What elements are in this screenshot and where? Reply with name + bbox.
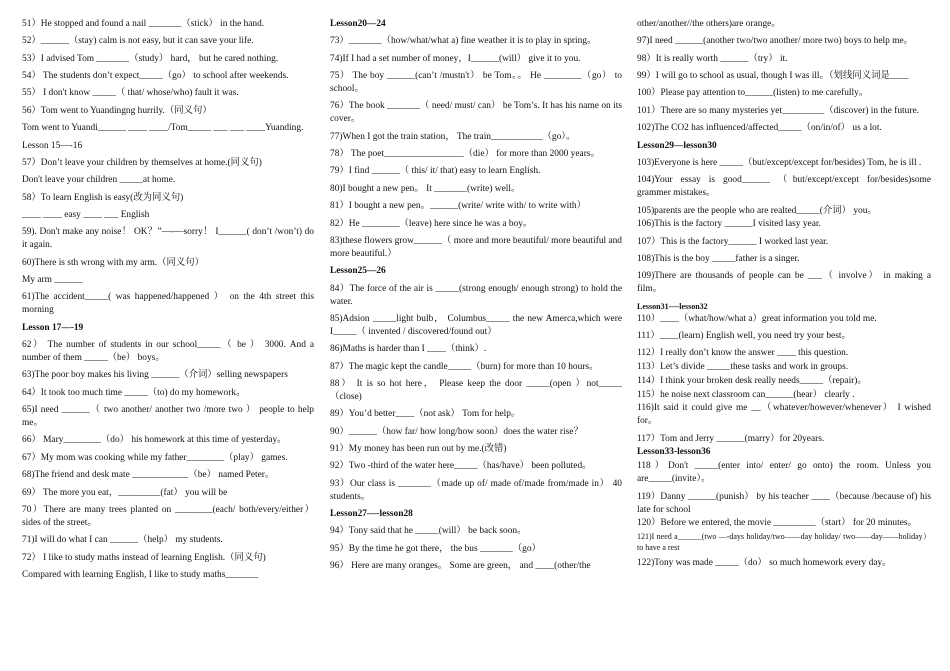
exercise-line: 66） Mary________（do） his homework at this time of yesterday。 (22, 435, 287, 446)
exercise-line: 80)I bought a new pen。 It _______(write) well。 (330, 183, 521, 194)
exercise-line: other/another//the others)are orange。 (637, 19, 781, 29)
exercise-line: 121)I need a______(two —-days holiday/two——day holiday/ two——day——holiday） to have a rest (637, 532, 931, 553)
exercise-line: 109)There are thousands of people can be ___（ involve） in making a film。 (637, 271, 931, 295)
exercise-line: 56）Tom went to Yuandingng hurrily.（同义句） (22, 105, 212, 116)
exercise-line: 99）I will go to school as usual, though I was ill。（划线同义词是____ (637, 71, 909, 82)
exercise-line: 72） I like to study maths instead of learning English.（同义句) (22, 552, 266, 563)
exercise-line: 68)The friend and desk mate ____________（be） named Peter。 (22, 470, 275, 481)
exercise-line: 65)I need ______（ two another/ another two /more two ） people to help me。 (22, 405, 314, 429)
exercise-line: 107）This is the factory______ I worked last year. (637, 236, 829, 247)
exercise-line: 120）Before we entered, the movie _________（start） for 20 minutes。 (637, 518, 917, 529)
exercise-line: 116)It said it could give me __（whatever/however/whenever） I wished for。 (637, 403, 931, 427)
exercise-line: ____ ____ easy ____ ___ English (22, 209, 150, 220)
exercise-line: 76）The book _______（ need/ must/ can） be Tom’s. It has his name on its cover。 (330, 101, 622, 125)
exercise-line: 60)There is sth wrong with my arm.（同义句） (22, 257, 205, 268)
exercise-line: Lesson 15—-16 (22, 140, 83, 151)
exercise-line: 71)I will do what I can ______（help） my students. (22, 535, 223, 546)
exercise-line: 92）Two -third of the water here_____（has/have） been polluted。 (330, 461, 592, 472)
exercise-line: 108)This is the boy _____father is a singer. (637, 254, 800, 265)
exercise-line: 87）The magic kept the candle_____（burn) for more than 10 hours。 (330, 361, 599, 372)
exercise-line: 122)Tony was made _____（do） so much homework every day。 (637, 558, 892, 569)
exercise-line: 105)parents are the people who are realted_____(介词） you。 (637, 205, 877, 216)
exercise-line: 118）Don't _____(enter into/ enter/ go onto) the room. Unless you are_____(invite）。 (637, 461, 931, 485)
exercise-line: 103)Everyone is here _____（but/except/except for/besides) Tom, he is ill . (637, 157, 922, 168)
lesson-heading: Lesson20—24 (330, 19, 386, 29)
exercise-line: My arm ______ (22, 275, 83, 285)
exercise-line: 74)If I had a set number of money，I______(will） give it to you. (330, 53, 581, 64)
exercise-line: 110）____（what/how/what a）great information you told me. (637, 313, 877, 324)
exercise-line: 69） The more you eat，_________(fat） you will be (22, 487, 228, 498)
exercise-line: 64）It took too much time _____（to) do my homework。 (22, 387, 246, 398)
exercise-line: 115）he noise next classroom can______(hear） clearly . (637, 389, 855, 400)
exercise-line: 113）Let’s divide _____these tasks and work in groups. (637, 362, 849, 373)
lesson-heading: Lesson25—26 (330, 266, 386, 277)
column-left (22, 18, 314, 586)
exercise-line: 101）There are so many mysteries yet_________（discover) in the future. (637, 105, 919, 116)
exercise-line: 90）______（how far/ how long/how soon）does the water rise？ (330, 426, 583, 437)
exercise-line: 88） It is so hot here， Please keep the door _____(open ）not_____（close) (330, 378, 622, 402)
exercise-line: 91）My money has been run out by me.(改错) (330, 444, 507, 454)
exercise-line: 83)these flowers grow______（ more and more beautiful/ more beautiful and more beautiful.） (330, 235, 622, 259)
exercise-line: 79）I find ______（ this/ it/ that) easy to learn English. (330, 166, 541, 177)
exercise-line: 57）Don’t leave your children by themselves at home.(同义句) (22, 157, 262, 168)
exercise-line: 119）Danny ______(punish） by his teacher ____（because /because of) his late for school (637, 491, 931, 515)
exercise-line: 97)I need ______(another two/two another/ more two) boys to help me。 (637, 36, 913, 47)
exercise-line: 75） The boy ______(can’t /mustn't） be Tom。。 He ________（go） to school。 (330, 71, 622, 95)
exercise-line: 54） The students don’t expect_____（go） to school after weekends. (22, 71, 289, 82)
exercise-line: 78） The poet_________________（die） for more than 2000 years。 (330, 149, 600, 160)
exercise-line: 94）Tony said that he _____(will） be back soon。 (330, 526, 527, 537)
exercise-line: 84）The force of the air is _____(strong enough/ enough strong) to hold the water. (330, 283, 622, 307)
column-right (637, 18, 931, 575)
exercise-line: 86)Maths is harder than I ____（think）. (330, 344, 487, 355)
exercise-line: 82）He ________（leave) here since he was a boy。 (330, 218, 533, 229)
exercise-line: 102)The CO2 has influenced/affected_____（on/in/of） us a lot. (637, 123, 882, 134)
column-middle (330, 18, 622, 577)
exercise-line: 70）There are many trees planted on ________(each/ both/every/either）sides of the street。 (22, 504, 314, 528)
exercise-line: 104)Your essay is good______ （but/except/except for/besides)some grammer mistakes。 (637, 175, 931, 199)
exercise-line: 59). Don't make any noise！ OK？”—-—sorry！ I______( don’t /won’t) do it again. (22, 227, 314, 251)
exercise-line: 73）_______（how/what/what a) fine weather it is to play in spring。 (330, 36, 597, 47)
exercise-line: 52）______（stay) calm is not easy, but it can save your life. (22, 36, 254, 47)
exercise-line: 93）Our class is _______（made up of/ made of/made from/made in） 40 students。 (330, 478, 622, 502)
exercise-line: 53）I advised Tom _______（study） hard， but he cared nothing. (22, 53, 279, 64)
lesson-heading: Lesson33-lesson36 (637, 447, 711, 458)
exercise-line: 98）It is really worth ______（try） it. (637, 53, 788, 64)
exercise-line: Don't leave your children _____at home. (22, 175, 176, 186)
lesson-heading: Lesson 17—-19 (22, 322, 84, 333)
exercise-line: 96） Here are many oranges。 Some are green， and ____(other/the (330, 561, 591, 572)
exercise-line: 111）____(learn) English well, you need try your best。 (637, 330, 851, 341)
lesson-heading: Lesson31-—lesson32 (637, 301, 708, 311)
exercise-line: 95）By the time he got there， the bus _______（go） (330, 543, 541, 554)
exercise-line: Compared with learning English, I like to study maths_______ (22, 569, 259, 580)
exercise-line: 112）I really don’t know the answer ____ this question. (637, 348, 849, 359)
lesson-heading: Lesson29—lesson30 (637, 140, 717, 151)
exercise-line: 58）To learn English is easy(改为同义句) (22, 192, 184, 203)
exercise-line: 67）My mom was cooking while my father________（play） games. (22, 452, 288, 463)
exercise-line: 100）Please pay attention to______(listen) to me carefully。 (637, 88, 869, 99)
exercise-line: 77)When I got the train station， The train___________（go）。 (330, 131, 576, 142)
exercise-line: 106)This is the factory ______I visited lasy year. (637, 219, 821, 230)
exercise-line: 81）I bought a new pen。______(write/ write with/ to write with） (330, 201, 586, 212)
exercise-line: 114）I think your broken desk really needs_____（repair)。 (637, 375, 867, 386)
exercise-line: 61)The accident_____( was happened/happened ） on the 4th street this morning (22, 292, 314, 316)
exercise-line: 117）Tom and Jerry ______(marry）for 20years. (637, 433, 825, 444)
exercise-line: Tom went to Yuandi______ ____ ____/Tom_____ ___ ___ ____Yuanding. (22, 123, 304, 134)
exercise-line: 55） I don't know _____（ that/ whose/who) fault it was. (22, 88, 239, 99)
exercise-line: 63)The poor boy makes his living ______（介词）selling newspapers (22, 370, 288, 381)
exercise-line: 89）You’d better____（not ask） Tom for help。 (330, 409, 521, 420)
exercise-line: 62） The number of students in our school_____（ be ） 3000. And a number of them _____（be） boys。 (22, 340, 314, 364)
lesson-heading: Lesson27—-lesson28 (330, 509, 413, 520)
exercise-line: 51）He stopped and found a nail _______（stick） in the hand. (22, 19, 265, 29)
exercise-line: 85)Adsion _____light bulb， Columbus_____ the new Amerca,which were I_____（ invented / discovered/found out） (330, 313, 622, 337)
